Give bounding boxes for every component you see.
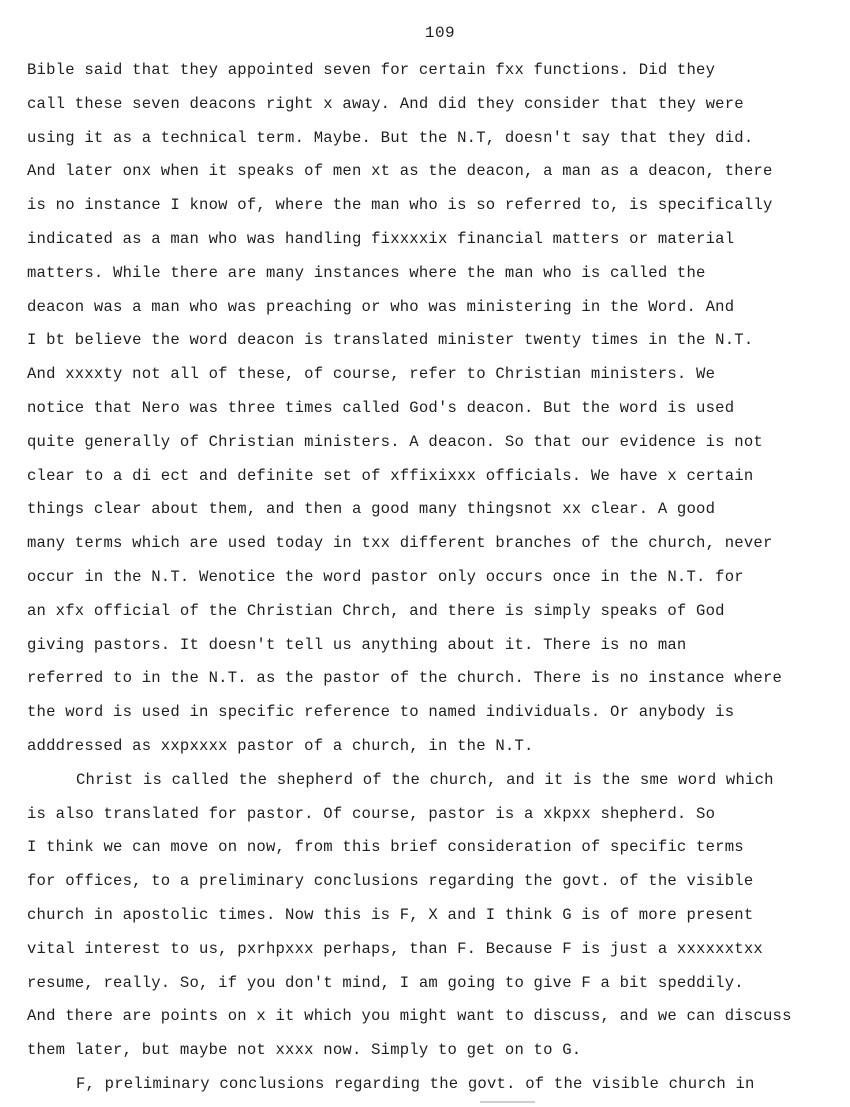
text-line: them later, but maybe not xxxx now. Simply to get on to G. <box>27 1041 582 1060</box>
scan-smudge <box>480 1101 535 1103</box>
text-line: matters. While there are many instances where the man who is called the <box>27 263 706 282</box>
text-line: clear to a di ect and definite set of xffixixxx officials. We have x certain <box>27 466 754 485</box>
text-line: vital interest to us, pxrhpxxx perhaps, than F. Because F is just a xxxxxxtxx <box>27 939 763 958</box>
text-line: Christ is called the shepherd of the church, and it is the sme word which <box>76 770 774 789</box>
text-line: using it as a technical term. Maybe. But the N.T, doesn't say that they did. <box>27 128 754 147</box>
text-line: adddressed as xxpxxxx pastor of a church, in the N.T. <box>27 736 534 755</box>
text-line: I think we can move on now, from this brief consideration of specific terms <box>27 838 744 857</box>
text-line: is also translated for pastor. Of course, pastor is a xkpxx shepherd. So <box>27 804 716 823</box>
text-line: occur in the N.T. Wenotice the word pastor only occurs once in the N.T. for <box>27 567 744 586</box>
text-line: an xfx official of the Christian Chrch, and there is simply speaks of God <box>27 601 725 620</box>
body-text <box>27 58 827 1106</box>
text-line: And there are points on x it which you might want to discuss, and we can discuss <box>27 1007 792 1026</box>
text-line: giving pastors. It doesn't tell us anything about it. There is no man <box>27 635 687 654</box>
text-line: for offices, to a preliminary conclusions regarding the govt. of the visible <box>27 872 754 891</box>
text-line: church in apostolic times. Now this is F, X and I think G is of more present <box>27 905 754 924</box>
text-line: resume, really. So, if you don't mind, I am going to give F a bit speddily. <box>27 973 744 992</box>
page-number: 109 <box>424 24 456 42</box>
text-line: I bt believe the word deacon is translated minister twenty times in the N.T. <box>27 331 754 350</box>
text-line: quite generally of Christian ministers. A deacon. So that our evidence is not <box>27 432 763 451</box>
text-line: many terms which are used today in txx different branches of the church, never <box>27 534 773 553</box>
text-line: deacon was a man who was preaching or who was ministering in the Word. And <box>27 297 735 316</box>
text-line: And later onx when it speaks of men xt as the deacon, a man as a deacon, there <box>27 162 773 181</box>
text-line: call these seven deacons right x away. And did they consider that they were <box>27 94 744 113</box>
text-line: indicated as a man who was handling fixxxxix financial matters or material <box>27 229 735 248</box>
text-line: the word is used in specific reference to named individuals. Or anybody is <box>27 703 735 722</box>
text-line: And xxxxty not all of these, of course, refer to Christian ministers. We <box>27 365 716 384</box>
text-line: notice that Nero was three times called God's deacon. But the word is used <box>27 398 735 417</box>
text-line: Bible said that they appointed seven for certain fxx functions. Did they <box>27 61 716 79</box>
text-line: is no instance I know of, where the man who is so referred to, is specifically <box>27 196 773 215</box>
text-line: referred to in the N.T. as the pastor of the church. There is no instance where <box>27 669 783 688</box>
text-line: F, preliminary conclusions regarding the govt. of the visible church in <box>76 1074 755 1093</box>
text-line: things clear about them, and then a good many thingsnot xx clear. A good <box>27 500 716 519</box>
